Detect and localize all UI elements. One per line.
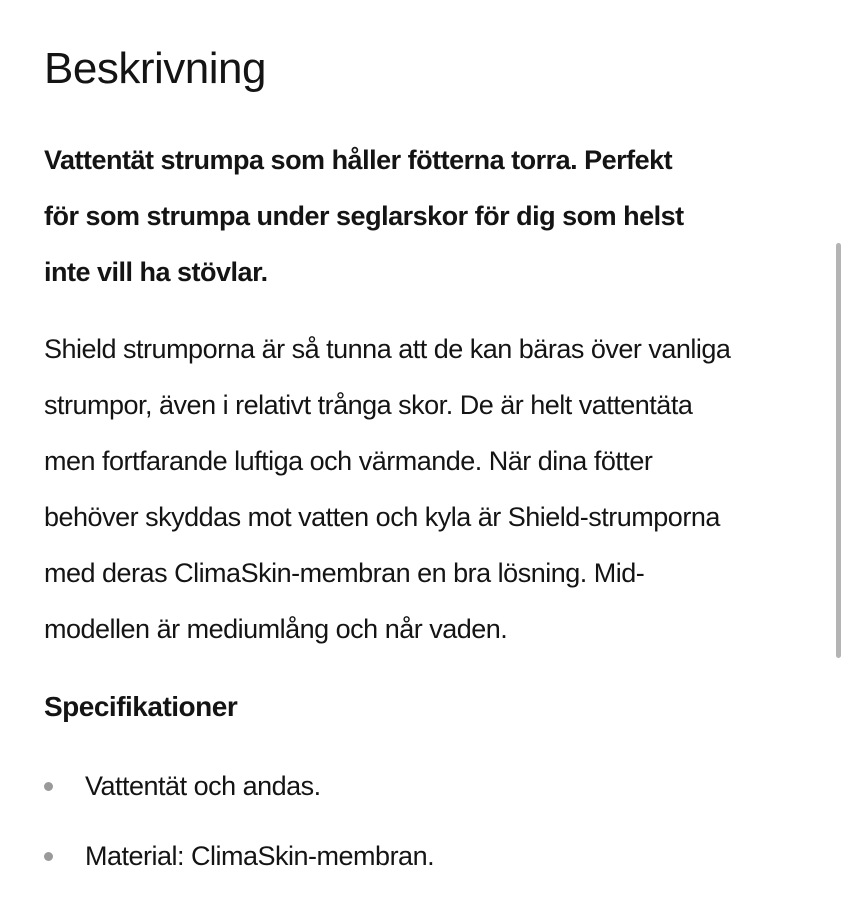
- intro-line: inte vill ha stövlar.: [44, 257, 268, 287]
- intro-paragraph: [44, 132, 800, 300]
- body-line: med deras ClimaSkin-membran en bra lösning. Mid-: [44, 558, 645, 588]
- specifications-heading: Specifikationer: [44, 691, 238, 722]
- page-title: Beskrivning: [44, 44, 266, 93]
- intro-line: Vattentät strumpa som håller fötterna torra. Perfekt: [44, 145, 673, 175]
- bullet-icon: [44, 852, 53, 861]
- list-item: [44, 828, 800, 884]
- list-item: [44, 758, 800, 814]
- body-line: strumpor, även i relativt trånga skor. De är helt vattentäta: [44, 390, 693, 420]
- body-line: modellen är mediumlång och når vaden.: [44, 614, 508, 644]
- bullet-icon: [44, 782, 53, 791]
- product-description-page: [0, 40, 848, 900]
- body-line: behöver skyddas mot vatten och kyla är Shield-strumporna: [44, 502, 720, 532]
- body-line: Shield strumporna är så tunna att de kan bäras över vanliga: [44, 334, 731, 364]
- list-item-label: Material: ClimaSkin-membran.: [85, 841, 435, 871]
- intro-line: för som strumpa under seglarskor för dig som helst: [44, 201, 684, 231]
- body-line: men fortfarande luftiga och värmande. När dina fötter: [44, 446, 653, 476]
- scrollbar-thumb[interactable]: [836, 243, 841, 658]
- body-paragraph: [44, 321, 800, 657]
- specifications-list: [44, 758, 800, 884]
- list-item-label: Vattentät och andas.: [85, 771, 321, 801]
